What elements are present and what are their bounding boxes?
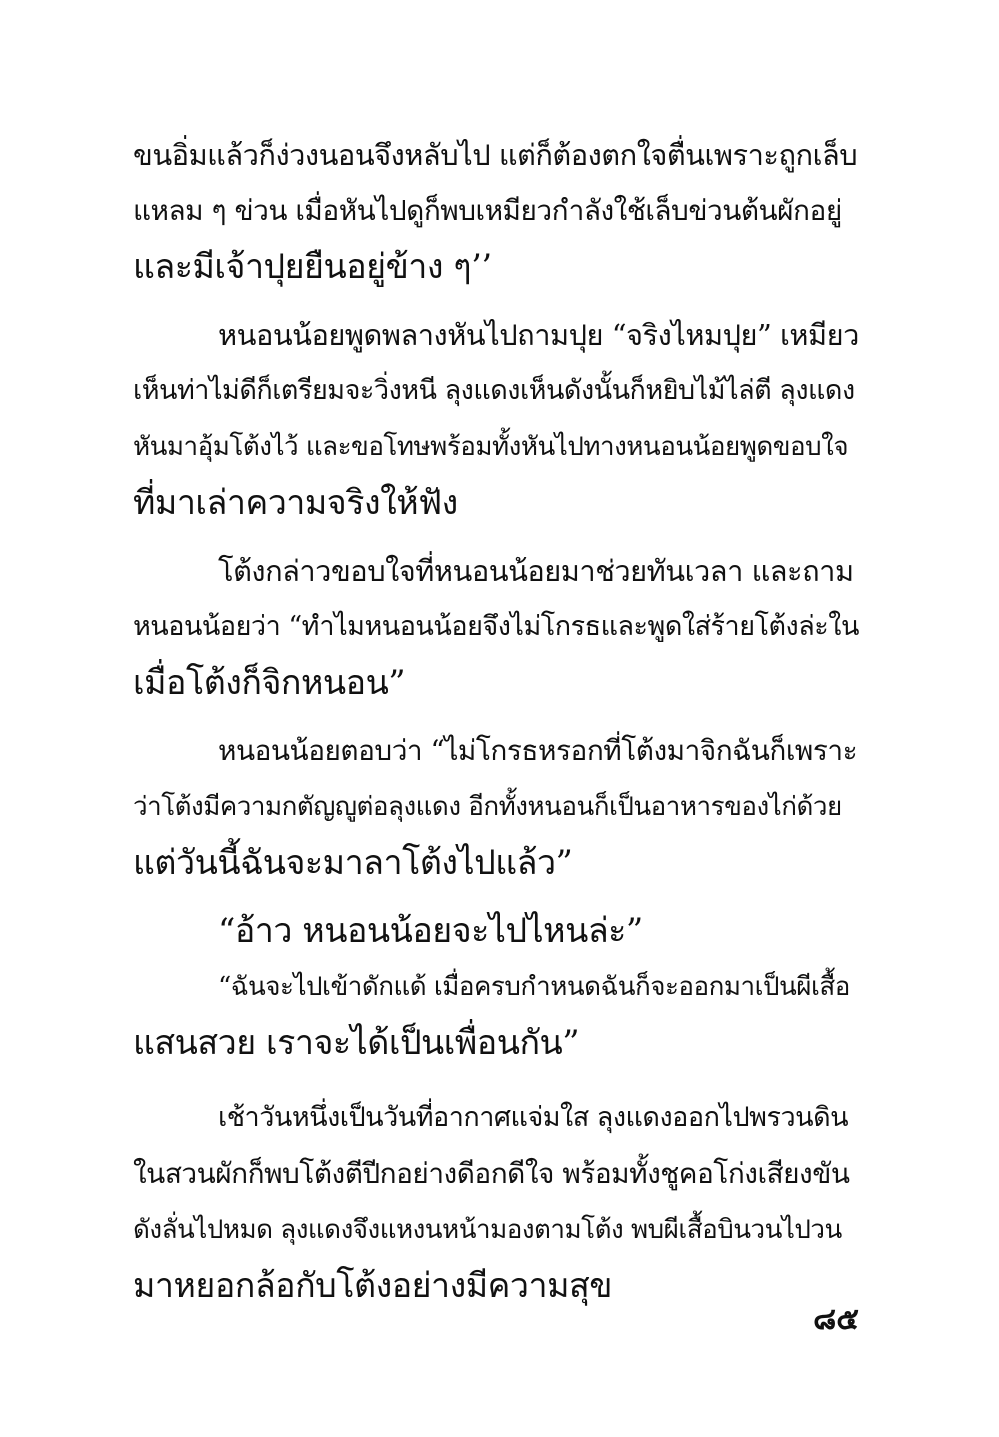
paragraph-first-line: หนอนน้อยตอบว่า “ไม่โกรธหรอกที่โต้งมาจิกฉันก็เพราะ	[218, 734, 858, 767]
paragraph-first-line: เช้าวันหนึ่งเป็นวันที่อากาศแจ่มใส ลุงแดงออกไปพรวนดิน	[218, 1102, 849, 1133]
text-line: ดังลั่นไปหมด ลุงแดงจึงแหงนหน้ามองตามโต้ง พบผีเสื้อบินวนไปวน	[133, 1215, 842, 1245]
text-line: และมีเจ้าปุยยืนอยู่ข้าง ๆ’’	[133, 247, 492, 287]
text-line: ในสวนผักก็พบโต้งตีปีกอย่างดีอกดีใจ พร้อมทั้งชูคอโก่งเสียงขัน	[133, 1157, 850, 1190]
text-line: เมื่อโต้งก็จิกหนอน”	[133, 663, 406, 703]
text-line: ขนอิ่มแล้วก็ง่วงนอนจึงหลับไป แต่ก็ต้องตกใจตื่นเพราะถูกเล็บ	[133, 138, 858, 172]
page-number: ๘๕	[813, 1302, 859, 1337]
dialogue-line: “ฉันจะไปเข้าดักแด้ เมื่อครบกำหนดฉันก็จะออกมาเป็นผีเสื้อ	[218, 972, 850, 1002]
text-line: แสนสวย เราจะได้เป็นเพื่อนกัน”	[133, 1023, 580, 1063]
text-line: หนอนน้อยว่า “ทำไมหนอนน้อยจึงไม่โกรธและพูดใส่ร้ายโต้งล่ะใน	[133, 611, 859, 642]
text-line: มาหยอกล้อกับโต้งอย่างมีความสุข	[133, 1266, 612, 1306]
text-line: แหลม ๆ ข่วน เมื่อหันไปดูก็พบเหมียวกำลังใช้เล็บข่วนต้นผักอยู่	[133, 194, 842, 227]
text-line: แต่วันนี้ฉันจะมาลาโต้งไปแล้ว”	[133, 843, 573, 883]
dialogue-line: “อ้าว หนอนน้อยจะไปไหนล่ะ”	[218, 911, 643, 951]
text-line: ที่มาเล่าความจริงให้ฟัง	[133, 483, 458, 523]
paragraph-first-line: โต้งกล่าวขอบใจที่หนอนน้อยมาช่วยทันเวลา และถาม	[218, 554, 854, 588]
text-line: หันมาอุ้มโต้งไว้ และขอโทษพร้อมทั้งหันไปทางหนอนน้อยพูดขอบใจ	[133, 432, 849, 462]
paragraph-first-line: หนอนน้อยพูดพลางหันไปถามปุย “จริงไหมปุย” เหมียว	[218, 318, 859, 352]
text-line: ว่าโต้งมีความกตัญญูต่อลุงแดง อีกทั้งหนอนก็เป็นอาหารของไก่ด้วย	[133, 792, 842, 822]
text-line: เห็นท่าไม่ดีก็เตรียมจะวิ่งหนี ลุงแดงเห็นดังนั้นก็หยิบไม้ไล่ตี ลุงแดง	[133, 375, 855, 406]
